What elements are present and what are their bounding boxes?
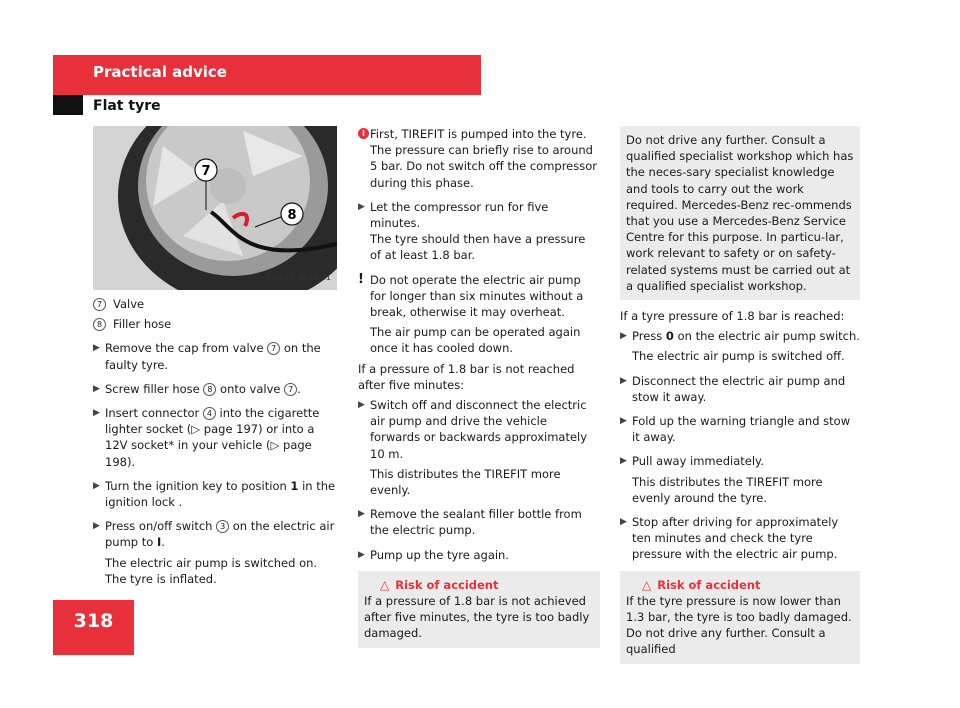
instruction-step: ▶ Screw filler hose 8 onto valve 7 . bbox=[93, 381, 301, 396]
callout-7: 7 bbox=[201, 164, 211, 179]
instruction-step: ▶ Disconnect the electric air pump and stow it away. bbox=[620, 373, 846, 404]
legend-label: Valve bbox=[113, 297, 145, 311]
arrow-icon: ▶ bbox=[358, 201, 365, 212]
warning-triangle-icon: △ bbox=[642, 577, 652, 592]
instruction-step: ▶ Stop after driving for approximately ten minutes and check the tyre pressure with the electric air pump. bbox=[620, 515, 839, 562]
arrow-icon: ▶ bbox=[620, 331, 627, 342]
arrow-icon: ▶ bbox=[93, 521, 100, 532]
legend-number: 7 bbox=[93, 298, 106, 311]
condition-text: If a pressure of 1.8 bar is not reached after five minutes: bbox=[358, 361, 575, 392]
ref-number: 7 bbox=[267, 342, 280, 355]
ref-number: 7 bbox=[284, 383, 297, 396]
tyre-drawing bbox=[93, 126, 337, 290]
section-title: Practical advice bbox=[93, 63, 227, 81]
column-1 bbox=[93, 126, 339, 587]
ref-number: 4 bbox=[203, 407, 216, 420]
step-result: This distributes the TIREFIT more evenly. bbox=[370, 466, 561, 498]
page-number: 318 bbox=[73, 610, 114, 632]
page-number-box bbox=[53, 600, 134, 655]
column-2 bbox=[358, 126, 600, 648]
arrow-icon: ▶ bbox=[620, 416, 627, 427]
risk-title: Risk of accident bbox=[395, 577, 499, 592]
instruction-step: ▶ Press 0 on the electric air pump switch. bbox=[620, 329, 860, 344]
header-accent bbox=[53, 95, 83, 115]
warning-note: ! Do not operate the electric air pump for longer than six minutes without a break, otherwise it may overheat. bbox=[358, 271, 584, 320]
arrow-icon: ▶ bbox=[620, 456, 627, 467]
arrow-icon: ▶ bbox=[620, 517, 627, 528]
callout-8: 8 bbox=[287, 208, 297, 223]
info-icon: i bbox=[358, 128, 369, 139]
instruction-step: ▶ Remove the sealant filler bottle from the electric pump. bbox=[358, 507, 582, 538]
risk-box-continued bbox=[620, 126, 860, 300]
instruction-step: ▶ Switch off and disconnect the electric air pump and drive the vehicle forwards or backwards approximately 10 m. bbox=[358, 398, 588, 461]
legend-number: 8 bbox=[93, 318, 106, 331]
risk-title: Risk of accident bbox=[657, 577, 761, 592]
arrow-icon: ▶ bbox=[358, 509, 365, 520]
ref-number: 8 bbox=[203, 383, 216, 396]
instruction-step: ▶ Remove the cap from valve 7 on the faulty tyre. bbox=[93, 341, 321, 372]
instruction-step: ▶ Press on/off switch 3 on the electric air pump to I. bbox=[93, 519, 335, 550]
warning-triangle-icon: △ bbox=[380, 577, 390, 592]
risk-box bbox=[620, 571, 860, 664]
arrow-icon: ▶ bbox=[93, 383, 100, 394]
instruction-step: ▶ Insert connector 4 into the cigarette lighter socket (▷ page 197) or into a 12V socket* in your vehicle (▷ page 198). bbox=[93, 406, 320, 469]
risk-text: If the tyre pressure is now lower than 1.3 bar, the tyre is too badly damaged. Do not drive any further. Consult a qualified bbox=[626, 593, 852, 657]
warning-note-text: The air pump can be operated again once it has cooled down. bbox=[370, 325, 581, 356]
arrow-icon: ▶ bbox=[620, 375, 627, 386]
step-result: The electric air pump is switched off. bbox=[632, 349, 845, 364]
subsection-title: Flat tyre bbox=[93, 98, 161, 114]
risk-text: If a pressure of 1.8 bar is not achieved after five minutes, the tyre is too badly damaged. bbox=[364, 594, 590, 641]
legend-item bbox=[93, 296, 339, 312]
info-note: i First, TIREFIT is pumped into the tyre. The pressure can briefly rise to around 5 bar. Do not switch off the compressor during this phase. bbox=[358, 126, 600, 191]
instruction-step: ▶ Pump up the tyre again. bbox=[358, 547, 510, 562]
step-result: The tyre should then have a pressure of at least 1.8 bar. bbox=[370, 232, 586, 263]
step-result: This distributes the TIREFIT more evenly around the tyre. bbox=[632, 474, 823, 505]
arrow-icon: ▶ bbox=[93, 343, 100, 354]
arrow-icon: ▶ bbox=[93, 408, 100, 419]
tyre-illustration bbox=[93, 126, 337, 290]
arrow-icon: ▶ bbox=[358, 549, 365, 560]
page-ref-arrow-icon: ▷ bbox=[191, 422, 201, 437]
step-result: The electric air pump is switched on. The tyre is inflated. bbox=[105, 555, 318, 586]
instruction-step: ▶ Turn the ignition key to position 1 in the ignition lock . bbox=[93, 478, 336, 510]
risk-box bbox=[358, 571, 600, 648]
condition-text: If a tyre pressure of 1.8 bar is reached: bbox=[620, 309, 845, 324]
legend-item bbox=[93, 316, 339, 332]
arrow-icon: ▶ bbox=[93, 480, 100, 491]
instruction-step: ▶ Let the compressor run for five minutes. bbox=[358, 199, 549, 231]
ref-number: 3 bbox=[216, 520, 229, 533]
instruction-step: ▶ Fold up the warning triangle and stow it away. bbox=[620, 414, 851, 445]
instruction-step: ▶ Pull away immediately. bbox=[620, 454, 764, 469]
page-reference[interactable]: page 198). bbox=[105, 438, 312, 469]
page-ref-arrow-icon: ▷ bbox=[270, 438, 280, 453]
figure-code: P40.10-4844-31 bbox=[266, 272, 331, 282]
legend-label: Filler hose bbox=[113, 317, 172, 332]
column-3 bbox=[620, 126, 860, 664]
risk-text: Do not drive any further. Consult a qualified specialist workshop which has the neces-sary specialist knowledge and tools to carry out the work required. Mercedes-Benz rec-ommends that you use a Mercedes-Benz Service Centre for this purpose. In particu-lar, work relevant to safety or on safety-related systems must be carried out at a qualified specialist workshop. bbox=[626, 133, 854, 293]
page-reference[interactable]: page 197) or into a 12V socket* in your vehicle ( bbox=[105, 422, 315, 453]
arrow-icon: ▶ bbox=[358, 400, 365, 411]
exclamation-icon: ! bbox=[358, 271, 364, 287]
